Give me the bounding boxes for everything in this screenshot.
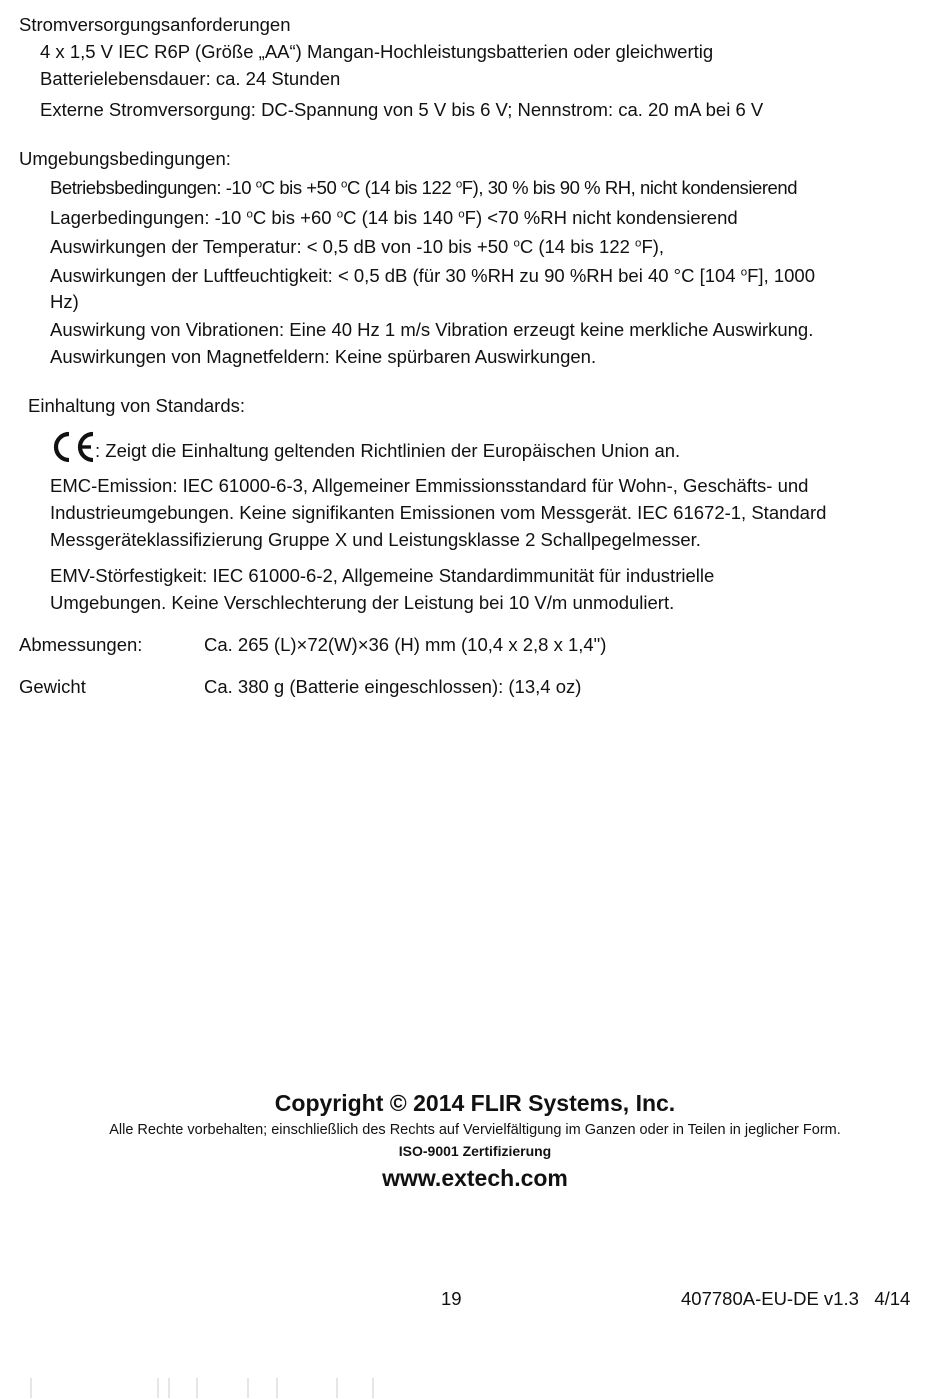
weight-label: Gewicht: [19, 676, 86, 697]
scan-mark: [336, 1378, 338, 1398]
humidity-effect-cont: Hz): [50, 291, 79, 312]
emc-emission-line-2: Industrieumgebungen. Keine signifikanten Emissionen vom Messgerät. IEC 61672-1, Standard: [50, 502, 827, 523]
ce-mark-icon: [50, 431, 94, 463]
dimensions-label: Abmessungen:: [19, 634, 143, 655]
vibration-effect: Auswirkung von Vibrationen: Eine 40 Hz 1 m/s Vibration erzeugt keine merkliche Auswirkung.: [50, 319, 814, 340]
standards-heading: Einhaltung von Standards:: [28, 395, 246, 416]
scan-mark: [30, 1378, 32, 1398]
emc-emission-line-1: EMC-Emission: IEC 61000-6-3, Allgemeiner Emmissionsstandard für Wohn-, Geschäfts- und: [50, 475, 809, 496]
scan-mark: [276, 1378, 278, 1398]
emc-emission-line-3: Messgeräteklassifizierung Gruppe X und Leistungsklasse 2 Schallpegelmesser.: [50, 529, 701, 550]
scan-mark: [247, 1378, 249, 1398]
emv-immunity-line-1: EMV-Störfestigkeit: IEC 61000-6-2, Allgemeine Standardimmunität für industrielle: [50, 565, 715, 586]
operating-conditions: Betriebsbedingungen: -10 $^o$C bis +50 $^o$C (14 bis 122 $^o$F), 30 % bis 90 % RH, nicht kondensierend: [50, 177, 798, 198]
ce-statement: : Zeigt die Einhaltung geltenden Richtlinien der Europäischen Union an.: [50, 431, 680, 463]
scan-mark: [196, 1378, 198, 1398]
storage-conditions: Lagerbedingungen: -10 $^o$C bis +60 $^o$C (14 bis 140 $^o$F) <70 %RH nicht kondensierend: [50, 207, 738, 228]
scan-mark: [168, 1378, 170, 1398]
battery-life: Batterielebensdauer: ca. 24 Stunden: [40, 68, 341, 89]
website-link[interactable]: www.extech.com: [382, 1165, 568, 1191]
page-number: 19: [441, 1288, 462, 1309]
rights-reserved: Alle Rechte vorbehalten; einschließlich des Rechts auf Vervielfältigung im Ganzen oder in Teilen in jeglicher Form.: [109, 1122, 841, 1138]
scan-mark: [157, 1378, 159, 1398]
temperature-effect: Auswirkungen der Temperatur: < 0,5 dB von -10 bis +50 $^o$C (14 bis 122 $^o$F),: [50, 236, 665, 257]
dimensions-value: Ca. 265 (L)×72(W)×36 (H) mm (10,4 x 2,8 x 1,4"): [204, 634, 607, 655]
scan-mark: [372, 1378, 374, 1398]
emv-immunity-line-2: Umgebungen. Keine Verschlechterung der Leistung bei 10 V/m unmoduliert.: [50, 592, 675, 613]
humidity-effect: Auswirkungen der Luftfeuchtigkeit: < 0,5 dB (für 30 %RH zu 90 %RH bei 40 °C [104 $^o$F], 1000: [50, 265, 816, 286]
external-power: Externe Stromversorgung: DC-Spannung von 5 V bis 6 V; Nennstrom: ca. 20 mA bei 6 V: [40, 99, 764, 120]
battery-spec: 4 x 1,5 V IEC R6P (Größe „AA“) Mangan-Hochleistungsbatterien oder gleichwertig: [40, 41, 714, 62]
weight-value: Ca. 380 g (Batterie eingeschlossen): (13,4 oz): [204, 676, 582, 697]
document-code: 407780A-EU-DE v1.3 4/14: [681, 1288, 911, 1309]
power-heading: Stromversorgungsanforderungen: [19, 14, 291, 35]
environment-heading: Umgebungsbedingungen:: [19, 148, 231, 169]
copyright-notice: Copyright © 2014 FLIR Systems, Inc.: [274, 1090, 676, 1116]
magnetic-effect: Auswirkungen von Magnetfeldern: Keine spürbaren Auswirkungen.: [50, 346, 597, 367]
iso-certification: ISO-9001 Zertifizierung: [398, 1143, 552, 1159]
